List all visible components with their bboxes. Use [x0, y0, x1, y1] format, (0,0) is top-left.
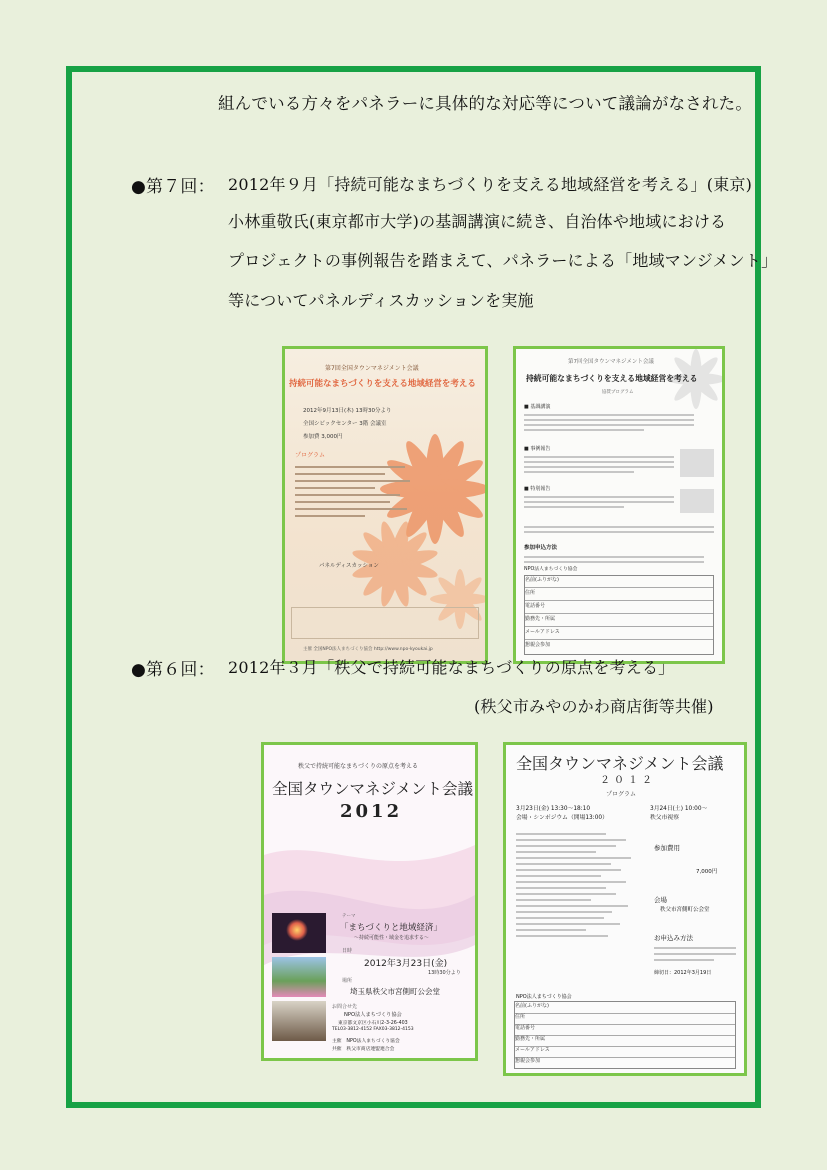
form-row: 住所 [525, 589, 713, 601]
flyer-section: ■ 基調講演 [524, 404, 551, 410]
flyer-sub: 協賛プログラム [602, 390, 634, 395]
flyer-year: 2012 [340, 801, 403, 822]
contact-line: TEL03-3812-4152 FAX03-3812-4153 [332, 1027, 414, 1032]
session7-body-line: プロジェクトの事例報告を踏まえて、パネラーによる「地域マンジメント」 [228, 251, 778, 270]
flyer-program-label: プログラム [295, 452, 325, 459]
flyer-panel: パネルディスカッション [319, 563, 379, 569]
flyer-date: 2012年3月23日(金) [364, 959, 448, 969]
session7-bullet: ●第７回： [131, 177, 215, 197]
photo-placeholder [680, 449, 714, 477]
form-row: 名前(ふりがな) [525, 576, 713, 588]
flyer-small-title: 第7回全国タウンマネジメント会議 [568, 359, 654, 365]
session6-cohost: (秩父市みやのかわ商店街等共催) [474, 697, 714, 716]
form-row: 名前(ふりがな) [515, 1002, 735, 1014]
flyer-venue: 秩父市宮側町公会堂 [660, 907, 710, 913]
flyer-program: プログラム [606, 791, 636, 798]
form-row: 勤務先・所属 [515, 1035, 735, 1047]
flyer-top: 秩父で持続可能なまちづくりの原点を考える [298, 763, 418, 770]
flyer-notes-box [291, 607, 479, 639]
day1-sub: 会場・シンポジウム（開場13:00） [516, 815, 608, 821]
flyer-cohost: 共催 秩父市商店連盟連合会 [332, 1047, 395, 1052]
flyer-theme: 「まちづくりと地域経済」 [340, 923, 442, 933]
contact-line: 東京都文京区小石川2-3-26-403 [338, 1021, 408, 1026]
registration-form [514, 1001, 736, 1069]
flyer-session6-back [503, 742, 747, 1076]
form-row: 懇親会参加 [525, 642, 551, 648]
flyer-text-block [524, 493, 674, 511]
flower-field-photo [272, 957, 326, 997]
flyer-text-block [524, 411, 694, 434]
form-row: メールアドレス [515, 1046, 735, 1058]
form-row: 住所 [515, 1013, 735, 1025]
flyer-footer: 主催 全国NPO法人まちづくり協会 http://www.npo-kyoukai.jp [303, 647, 433, 652]
day1: 3月23日(金) 13:30～18:10 [516, 806, 591, 812]
flyer-program-lines [295, 461, 415, 522]
date-label: 日時 [342, 948, 353, 954]
flyer-title: 持続可能なまちづくりを支える地域経営を考える [526, 374, 698, 383]
flyer-session7-front [282, 346, 488, 664]
building-photo [272, 1001, 326, 1041]
contact-line: NPO法人まちづくり協会 [344, 1012, 402, 1018]
flyer-year: ２０１２ [600, 775, 656, 786]
session7-body-line: 小林重敬氏(東京都市大学)の基調講演に続き、自治体や地域における [228, 212, 727, 231]
flyer-text-block [524, 523, 714, 536]
flyer-org: NPO法人まちづくり協会 [524, 567, 578, 572]
day2: 3月24日(土) 10:00～ [650, 806, 708, 812]
apply-lines [654, 943, 736, 965]
day2-sub: 秩父市視察 [650, 815, 679, 821]
form-row: メールアドレス [525, 628, 713, 640]
form-row: 電話番号 [525, 602, 713, 614]
flyer-session6-front [261, 742, 478, 1061]
fireworks-photo [272, 913, 326, 953]
flyer-title: 全国タウンマネジメント会議 [272, 780, 474, 798]
flyer-venue: 全国シビックセンター 3階 会議室 [303, 421, 387, 427]
flyer-section: ■ 特別報告 [524, 486, 551, 492]
venue-label: 場所 [342, 978, 353, 984]
contact-label: お問合せ先 [332, 1004, 358, 1010]
session7-heading: 2012年９月「持続可能なまちづくりを支える地域経営を考える」(東京) [228, 175, 753, 194]
venue-label: 会場 [654, 896, 667, 904]
form-row: 勤務先・所属 [525, 615, 713, 627]
flyer-title: 全国タウンマネジメント会議 [516, 754, 724, 773]
intro-line: 組んでいる方々をパネラーに具体的な対応等について議論がなされた。 [218, 94, 753, 113]
session7-body-line: 等についてパネルディスカッションを実施 [228, 291, 534, 310]
session6-bullet: ●第６回： [131, 660, 215, 680]
flyer-org: NPO法人まちづくり協会 [516, 994, 572, 1000]
fee-label: 参加費用 [654, 844, 680, 852]
flyer-theme-sub: ～持続可能性・域金を追求する～ [354, 935, 430, 941]
flyer-small-title: 第7回全国タウンマネジメント会議 [325, 365, 419, 372]
session6-heading: 2012年３月「秩父で持続可能なまちづくりの原点を考える」 [228, 658, 675, 677]
flyer-apply: 参加申込方法 [524, 545, 558, 551]
form-row: 電話番号 [515, 1024, 735, 1036]
form-row: 懇親会参加 [515, 1058, 541, 1064]
flyer-host: 主催 NPO法人まちづくり協会 [332, 1039, 400, 1044]
flyer-fee: 参加費 3,000円 [303, 434, 343, 440]
apply-label: お申込み方法 [654, 934, 693, 942]
flyer-title: 持続可能なまちづくりを支える地域経営を考える [289, 379, 476, 389]
flyer-text-block [524, 453, 674, 476]
photo-placeholder [680, 489, 714, 513]
theme-label: テーマ [342, 914, 356, 919]
program-lines [516, 829, 636, 941]
flyer-date: 2012年9月13日(木) 13時30分より [303, 408, 392, 414]
deadline: 締切日：2012年3月19日 [654, 970, 712, 976]
flyer-session7-back [513, 346, 725, 664]
flyer-venue: 埼玉県秩父市宮側町公会堂 [350, 987, 440, 996]
fee-value: 7,000円 [696, 869, 718, 875]
registration-form [524, 575, 714, 655]
flyer-time: 13時30分より [428, 970, 461, 976]
flyer-section: ■ 事例報告 [524, 446, 551, 452]
